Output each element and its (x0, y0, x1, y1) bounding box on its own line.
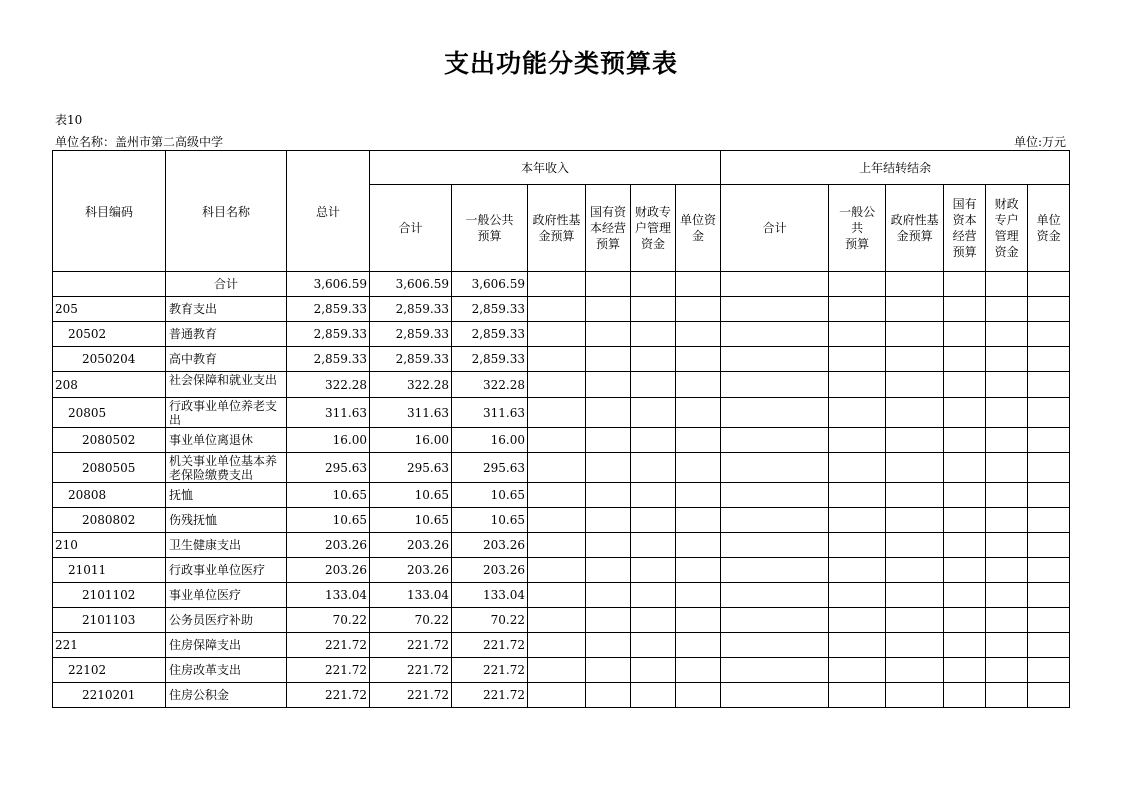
cell-cur-general: 221.72 (452, 658, 528, 683)
cell-empty (528, 683, 586, 708)
cell-empty (944, 583, 986, 608)
cell-total: 311.63 (287, 398, 370, 428)
cell-total: 322.28 (287, 372, 370, 398)
cell-empty (586, 583, 631, 608)
unit-name: 单位名称：盖州市第二高级中学 (55, 135, 224, 149)
cell-empty (944, 453, 986, 483)
cell-empty (944, 558, 986, 583)
cell-name: 住房改革支出 (166, 658, 287, 683)
header-last-3: 政府性基 金预算 (886, 185, 944, 272)
cell-empty (986, 272, 1028, 297)
cell-empty (1028, 372, 1070, 398)
cell-empty (631, 398, 676, 428)
cell-total: 10.65 (287, 508, 370, 533)
header-name: 科目名称 (166, 151, 287, 272)
cell-empty (676, 297, 721, 322)
cell-empty (676, 322, 721, 347)
cell-empty (986, 347, 1028, 372)
cell-empty (944, 428, 986, 453)
cell-empty (944, 508, 986, 533)
cell-empty (586, 558, 631, 583)
cell-cur-general: 2,859.33 (452, 297, 528, 322)
cell-total: 70.22 (287, 608, 370, 633)
header-current-2: 一般公共 预算 (452, 185, 528, 272)
cell-empty (944, 608, 986, 633)
cell-empty (829, 508, 886, 533)
cell-empty (986, 297, 1028, 322)
cell-total: 2,859.33 (287, 347, 370, 372)
cell-empty (1028, 483, 1070, 508)
cell-empty (528, 658, 586, 683)
cell-cur-total: 203.26 (370, 558, 452, 583)
table-row (53, 347, 1070, 372)
cell-empty (631, 608, 676, 633)
cell-empty (528, 272, 586, 297)
cell-empty (676, 453, 721, 483)
table-row (53, 372, 1070, 398)
cell-code: 22102 (53, 658, 166, 683)
cell-cur-general: 295.63 (452, 453, 528, 483)
cell-empty (586, 658, 631, 683)
cell-empty (1028, 608, 1070, 633)
cell-empty (1028, 453, 1070, 483)
cell-empty (829, 533, 886, 558)
cell-empty (886, 372, 944, 398)
cell-empty (829, 372, 886, 398)
cell-cur-total: 70.22 (370, 608, 452, 633)
cell-empty (829, 428, 886, 453)
cell-name: 行政事业单位养老支出 (166, 398, 287, 428)
cell-total: 2,859.33 (287, 322, 370, 347)
cell-total: 133.04 (287, 583, 370, 608)
cell-empty (986, 372, 1028, 398)
cell-empty (986, 658, 1028, 683)
cell-empty (676, 398, 721, 428)
cell-cur-total: 16.00 (370, 428, 452, 453)
cell-empty (676, 583, 721, 608)
cell-empty (676, 533, 721, 558)
cell-empty (586, 608, 631, 633)
cell-empty (829, 683, 886, 708)
cell-cur-total: 2,859.33 (370, 347, 452, 372)
cell-empty (1028, 508, 1070, 533)
cell-empty (886, 508, 944, 533)
cell-empty (886, 322, 944, 347)
table-row (53, 272, 1070, 297)
cell-code: 20502 (53, 322, 166, 347)
cell-empty (721, 372, 829, 398)
header-current-3: 政府性基 金预算 (528, 185, 586, 272)
header-current-income: 本年收入 (370, 151, 721, 185)
cell-empty (886, 583, 944, 608)
cell-cur-total: 133.04 (370, 583, 452, 608)
cell-empty (829, 398, 886, 428)
cell-empty (586, 453, 631, 483)
cell-empty (986, 453, 1028, 483)
cell-empty (721, 347, 829, 372)
cell-total: 10.65 (287, 483, 370, 508)
cell-empty (631, 297, 676, 322)
cell-empty (676, 372, 721, 398)
cell-cur-general: 70.22 (452, 608, 528, 633)
cell-empty (586, 398, 631, 428)
cell-empty (886, 558, 944, 583)
cell-empty (586, 633, 631, 658)
cell-empty (528, 372, 586, 398)
cell-empty (586, 533, 631, 558)
cell-empty (1028, 583, 1070, 608)
cell-empty (721, 508, 829, 533)
cell-empty (1028, 272, 1070, 297)
cell-empty (1028, 428, 1070, 453)
cell-empty (721, 608, 829, 633)
cell-empty (721, 322, 829, 347)
cell-name: 卫生健康支出 (166, 533, 287, 558)
cell-empty (721, 658, 829, 683)
cell-empty (829, 483, 886, 508)
cell-empty (886, 428, 944, 453)
cell-empty (676, 633, 721, 658)
cell-empty (721, 683, 829, 708)
cell-empty (829, 297, 886, 322)
cell-cur-total: 221.72 (370, 633, 452, 658)
cell-empty (944, 658, 986, 683)
cell-name: 住房公积金 (166, 683, 287, 708)
cell-code: 20805 (53, 398, 166, 428)
cell-empty (631, 658, 676, 683)
cell-empty (676, 683, 721, 708)
cell-total: 2,859.33 (287, 297, 370, 322)
cell-name: 普通教育 (166, 322, 287, 347)
cell-empty (886, 347, 944, 372)
cell-empty (528, 608, 586, 633)
cell-empty (944, 347, 986, 372)
cell-empty (676, 658, 721, 683)
table-row (53, 453, 1070, 483)
cell-empty (676, 508, 721, 533)
cell-empty (528, 483, 586, 508)
cell-empty (586, 683, 631, 708)
cell-empty (829, 272, 886, 297)
cell-empty (586, 428, 631, 453)
cell-empty (721, 428, 829, 453)
cell-empty (886, 533, 944, 558)
cell-empty (944, 533, 986, 558)
cell-cur-total: 10.65 (370, 508, 452, 533)
cell-cur-total: 221.72 (370, 658, 452, 683)
header-last-2: 一般公 共 预算 (829, 185, 886, 272)
table-row (53, 583, 1070, 608)
cell-empty (631, 583, 676, 608)
cell-empty (1028, 398, 1070, 428)
cell-code: 221 (53, 633, 166, 658)
cell-empty (528, 533, 586, 558)
cell-name: 抚恤 (166, 483, 287, 508)
cell-empty (944, 322, 986, 347)
cell-code: 20808 (53, 483, 166, 508)
cell-empty (631, 683, 676, 708)
cell-cur-general: 10.65 (452, 483, 528, 508)
header-last-5: 财政 专户 管理 资金 (986, 185, 1028, 272)
cell-name: 教育支出 (166, 297, 287, 322)
cell-total: 221.72 (287, 658, 370, 683)
table-row (53, 533, 1070, 558)
cell-empty (886, 453, 944, 483)
cell-empty (986, 633, 1028, 658)
currency-unit: 单位:万元 (1013, 135, 1066, 149)
header-last-6: 单位 资金 (1028, 185, 1070, 272)
cell-total: 295.63 (287, 453, 370, 483)
cell-empty (721, 483, 829, 508)
cell-code: 2080505 (53, 453, 166, 483)
table-row (53, 508, 1070, 533)
cell-cur-total: 311.63 (370, 398, 452, 428)
cell-empty (1028, 558, 1070, 583)
cell-empty (676, 483, 721, 508)
cell-total: 221.72 (287, 633, 370, 658)
cell-cur-general: 2,859.33 (452, 347, 528, 372)
cell-code: 2101102 (53, 583, 166, 608)
cell-empty (944, 297, 986, 322)
cell-empty (829, 633, 886, 658)
cell-name: 机关事业单位基本养老保险缴费支出 (166, 453, 287, 483)
table-row (53, 633, 1070, 658)
cell-code: 2101103 (53, 608, 166, 633)
cell-empty (721, 558, 829, 583)
cell-empty (829, 608, 886, 633)
cell-empty (631, 272, 676, 297)
cell-empty (944, 372, 986, 398)
cell-empty (886, 398, 944, 428)
cell-cur-general: 203.26 (452, 533, 528, 558)
cell-code: 210 (53, 533, 166, 558)
cell-cur-general: 10.65 (452, 508, 528, 533)
header-current-6: 单位资 金 (676, 185, 721, 272)
cell-empty (1028, 297, 1070, 322)
cell-cur-total: 203.26 (370, 533, 452, 558)
header-total: 总计 (287, 151, 370, 272)
page-title: 支出功能分类预算表 (443, 49, 678, 78)
cell-name: 公务员医疗补助 (166, 608, 287, 633)
cell-empty (721, 272, 829, 297)
cell-empty (721, 453, 829, 483)
cell-empty (986, 608, 1028, 633)
table-row (53, 297, 1070, 322)
cell-empty (829, 558, 886, 583)
cell-empty (631, 558, 676, 583)
cell-empty (631, 428, 676, 453)
cell-empty (721, 583, 829, 608)
cell-code (53, 272, 166, 297)
cell-empty (986, 428, 1028, 453)
table-row (53, 428, 1070, 453)
cell-code: 2050204 (53, 347, 166, 372)
cell-empty (528, 508, 586, 533)
cell-code: 205 (53, 297, 166, 322)
cell-empty (1028, 658, 1070, 683)
cell-name: 社会保障和就业支出 (166, 372, 287, 398)
cell-name: 事业单位医疗 (166, 583, 287, 608)
cell-cur-total: 2,859.33 (370, 297, 452, 322)
cell-cur-general: 311.63 (452, 398, 528, 428)
cell-empty (944, 633, 986, 658)
cell-empty (944, 483, 986, 508)
cell-empty (676, 347, 721, 372)
cell-empty (1028, 322, 1070, 347)
cell-empty (676, 272, 721, 297)
cell-empty (528, 297, 586, 322)
cell-empty (886, 658, 944, 683)
cell-empty (528, 347, 586, 372)
cell-name: 伤残抚恤 (166, 508, 287, 533)
cell-empty (631, 453, 676, 483)
cell-name: 行政事业单位医疗 (166, 558, 287, 583)
cell-empty (631, 347, 676, 372)
cell-cur-general: 203.26 (452, 558, 528, 583)
cell-empty (676, 608, 721, 633)
cell-empty (886, 272, 944, 297)
cell-empty (829, 453, 886, 483)
cell-cur-general: 221.72 (452, 683, 528, 708)
cell-empty (528, 558, 586, 583)
cell-cur-general: 3,606.59 (452, 272, 528, 297)
table-row (53, 683, 1070, 708)
table-row (53, 483, 1070, 508)
cell-cur-total: 221.72 (370, 683, 452, 708)
budget-table (52, 150, 1070, 708)
cell-code: 21011 (53, 558, 166, 583)
cell-empty (586, 347, 631, 372)
cell-empty (676, 428, 721, 453)
cell-empty (986, 398, 1028, 428)
header-code: 科目编码 (53, 151, 166, 272)
cell-empty (631, 633, 676, 658)
cell-empty (886, 297, 944, 322)
cell-total: 16.00 (287, 428, 370, 453)
cell-empty (1028, 633, 1070, 658)
cell-empty (886, 608, 944, 633)
cell-name: 事业单位离退休 (166, 428, 287, 453)
cell-empty (1028, 533, 1070, 558)
cell-name: 住房保障支出 (166, 633, 287, 658)
cell-empty (986, 322, 1028, 347)
cell-cur-total: 10.65 (370, 483, 452, 508)
header-current-4: 国有资 本经营 预算 (586, 185, 631, 272)
table-row (53, 558, 1070, 583)
cell-empty (721, 398, 829, 428)
cell-empty (721, 533, 829, 558)
cell-empty (528, 633, 586, 658)
cell-empty (944, 683, 986, 708)
header-current-5: 财政专 户管理 资金 (631, 185, 676, 272)
cell-empty (676, 558, 721, 583)
cell-cur-total: 2,859.33 (370, 322, 452, 347)
cell-empty (886, 483, 944, 508)
cell-empty (986, 683, 1028, 708)
table-row (53, 322, 1070, 347)
cell-empty (586, 508, 631, 533)
cell-name: 高中教育 (166, 347, 287, 372)
cell-empty (986, 583, 1028, 608)
cell-empty (1028, 683, 1070, 708)
cell-name: 合计 (166, 272, 287, 297)
cell-empty (944, 398, 986, 428)
cell-empty (528, 583, 586, 608)
cell-empty (586, 372, 631, 398)
cell-total: 3,606.59 (287, 272, 370, 297)
cell-empty (721, 633, 829, 658)
cell-empty (986, 483, 1028, 508)
cell-empty (829, 347, 886, 372)
table-row (53, 608, 1070, 633)
header-last-4: 国有 资本 经营 预算 (944, 185, 986, 272)
cell-empty (944, 272, 986, 297)
cell-empty (528, 453, 586, 483)
cell-code: 2080502 (53, 428, 166, 453)
cell-cur-general: 16.00 (452, 428, 528, 453)
cell-empty (528, 322, 586, 347)
table-row (53, 658, 1070, 683)
cell-empty (586, 483, 631, 508)
cell-code: 208 (53, 372, 166, 398)
cell-empty (986, 508, 1028, 533)
cell-empty (829, 583, 886, 608)
cell-empty (631, 483, 676, 508)
header-last-1: 合计 (721, 185, 829, 272)
cell-cur-general: 322.28 (452, 372, 528, 398)
cell-cur-total: 3,606.59 (370, 272, 452, 297)
cell-code: 2080802 (53, 508, 166, 533)
cell-empty (586, 297, 631, 322)
cell-empty (586, 322, 631, 347)
cell-empty (586, 272, 631, 297)
cell-total: 203.26 (287, 558, 370, 583)
cell-empty (528, 428, 586, 453)
cell-empty (886, 633, 944, 658)
cell-cur-general: 133.04 (452, 583, 528, 608)
cell-total: 221.72 (287, 683, 370, 708)
cell-total: 203.26 (287, 533, 370, 558)
cell-cur-general: 221.72 (452, 633, 528, 658)
table-number: 表10 (55, 113, 83, 127)
cell-empty (631, 322, 676, 347)
cell-empty (886, 683, 944, 708)
cell-cur-total: 322.28 (370, 372, 452, 398)
table-row (53, 398, 1070, 428)
cell-empty (829, 658, 886, 683)
cell-code: 2210201 (53, 683, 166, 708)
cell-empty (986, 558, 1028, 583)
cell-cur-general: 2,859.33 (452, 322, 528, 347)
cell-empty (528, 398, 586, 428)
cell-empty (631, 533, 676, 558)
cell-empty (631, 372, 676, 398)
cell-empty (721, 297, 829, 322)
cell-empty (1028, 347, 1070, 372)
cell-empty (986, 533, 1028, 558)
cell-empty (829, 322, 886, 347)
cell-cur-total: 295.63 (370, 453, 452, 483)
header-current-1: 合计 (370, 185, 452, 272)
header-last-year-balance: 上年结转结余 (721, 151, 1070, 185)
cell-empty (631, 508, 676, 533)
